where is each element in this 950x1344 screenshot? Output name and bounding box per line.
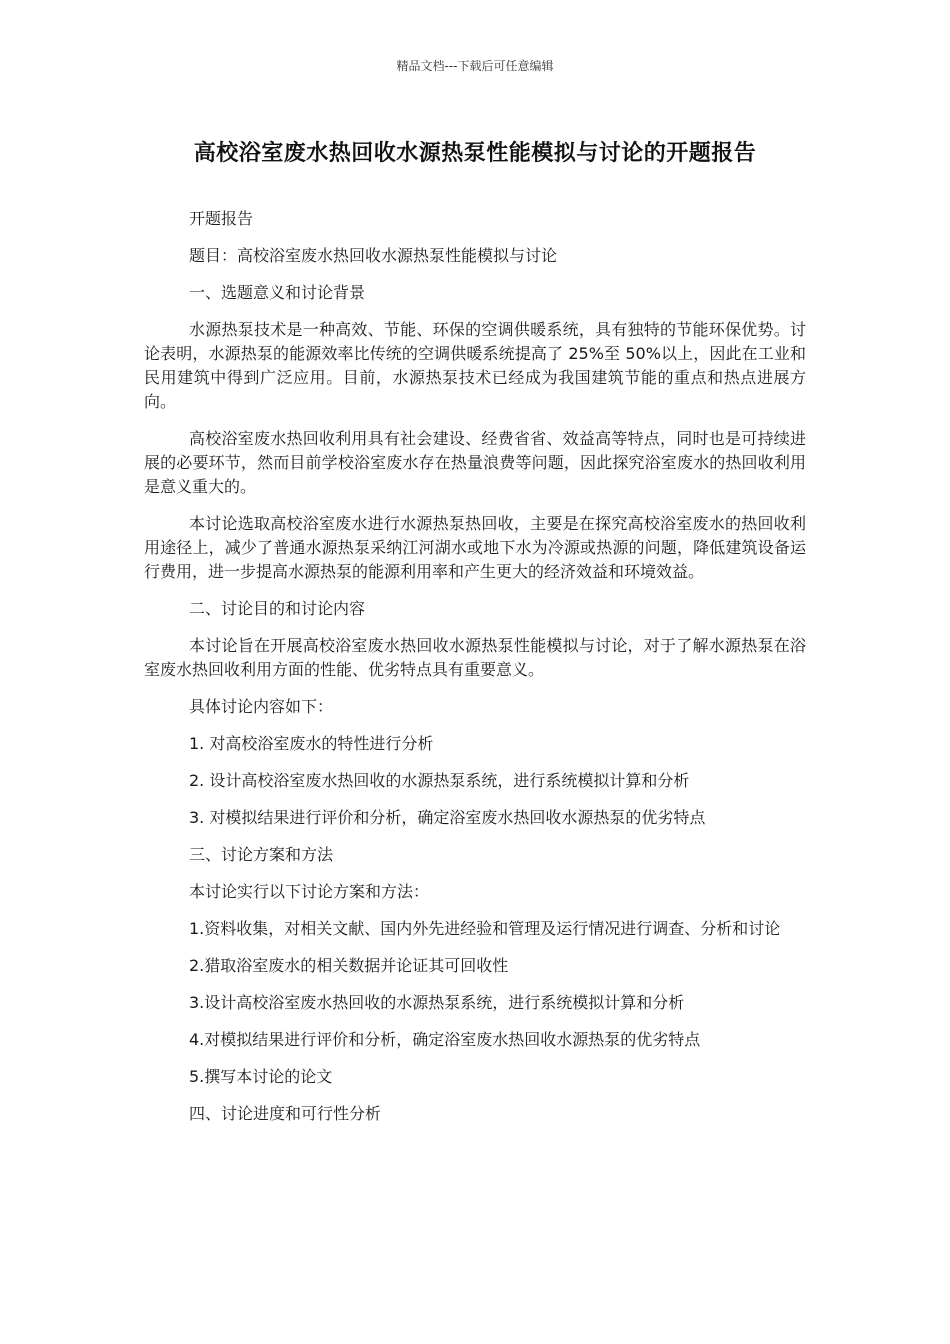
paragraph-topic: 题目：高校浴室废水热回收水源热泵性能模拟与讨论 (189, 246, 558, 265)
section-heading-1: 一、选题意义和讨论背景 (189, 283, 366, 302)
section-heading-4: 四、讨论进度和可行性分析 (189, 1104, 382, 1123)
paragraph: 高校浴室废水热回收利用具有社会建设、经费省省、效益高等特点，同时也是可持续进展的必要环节，然而目前学校浴室废水存在热量浪费等问题，因此探究浴室废水的热回收利用是意义重大的。 (144, 429, 806, 496)
list-item: 1.资料收集，对相关文献、国内外先进经验和管理及运行情况进行调查、分析和讨论 (189, 919, 781, 938)
list-item: 3.设计高校浴室废水热回收的水源热泵系统，进行系统模拟计算和分析 (189, 993, 685, 1012)
section-heading-3: 三、讨论方案和方法 (189, 845, 334, 864)
list-item: 2.猎取浴室废水的相关数据并论证其可回收性 (189, 956, 509, 975)
list-item: 4.对模拟结果进行评价和分析，确定浴室废水热回收水源热泵的优劣特点 (189, 1030, 701, 1049)
section-heading-2: 二、讨论目的和讨论内容 (189, 599, 366, 618)
paragraph: 水源热泵技术是一种高效、节能、环保的空调供暖系统，具有独特的节能环保优势。讨论表明，水源热泵的能源效率比传统的空调供暖系统提高了 25%至 50%以上，因此在工业和民用建筑中得到广泛应用。目前，水源热泵技术已经成为我国建筑节能的重点和热点进展方向。 (144, 320, 806, 411)
paragraph: 本讨论实行以下讨论方案和方法： (189, 882, 430, 901)
paragraph: 具体讨论内容如下： (189, 697, 334, 716)
list-item: 1. 对高校浴室废水的特性进行分析 (189, 734, 434, 753)
document-body (144, 207, 806, 1139)
list-item: 5.撰写本讨论的论文 (189, 1067, 333, 1086)
document-title: 高校浴室废水热回收水源热泵性能模拟与讨论的开题报告 (193, 141, 757, 166)
paragraph-opening-label: 开题报告 (189, 209, 254, 228)
paragraph: 本讨论选取高校浴室废水进行水源热泵热回收，主要是在探究高校浴室废水的热回收利用途径上，减少了普通水源热泵采纳江河湖水或地下水为冷源或热源的问题，降低建筑设备运行费用，进一步提高水源热泵的能源利用率和产生更大的经济效益和环境效益。 (144, 514, 806, 581)
list-item: 3. 对模拟结果进行评价和分析，确定浴室废水热回收水源热泵的优劣特点 (189, 808, 706, 827)
paragraph: 本讨论旨在开展高校浴室废水热回收水源热泵性能模拟与讨论，对于了解水源热泵在浴室废水热回收利用方面的性能、优劣特点具有重要意义。 (144, 636, 806, 679)
page-header-note: 精品文档---下载后可任意编辑 (396, 59, 554, 73)
list-item: 2. 设计高校浴室废水热回收的水源热泵系统，进行系统模拟计算和分析 (189, 771, 690, 790)
